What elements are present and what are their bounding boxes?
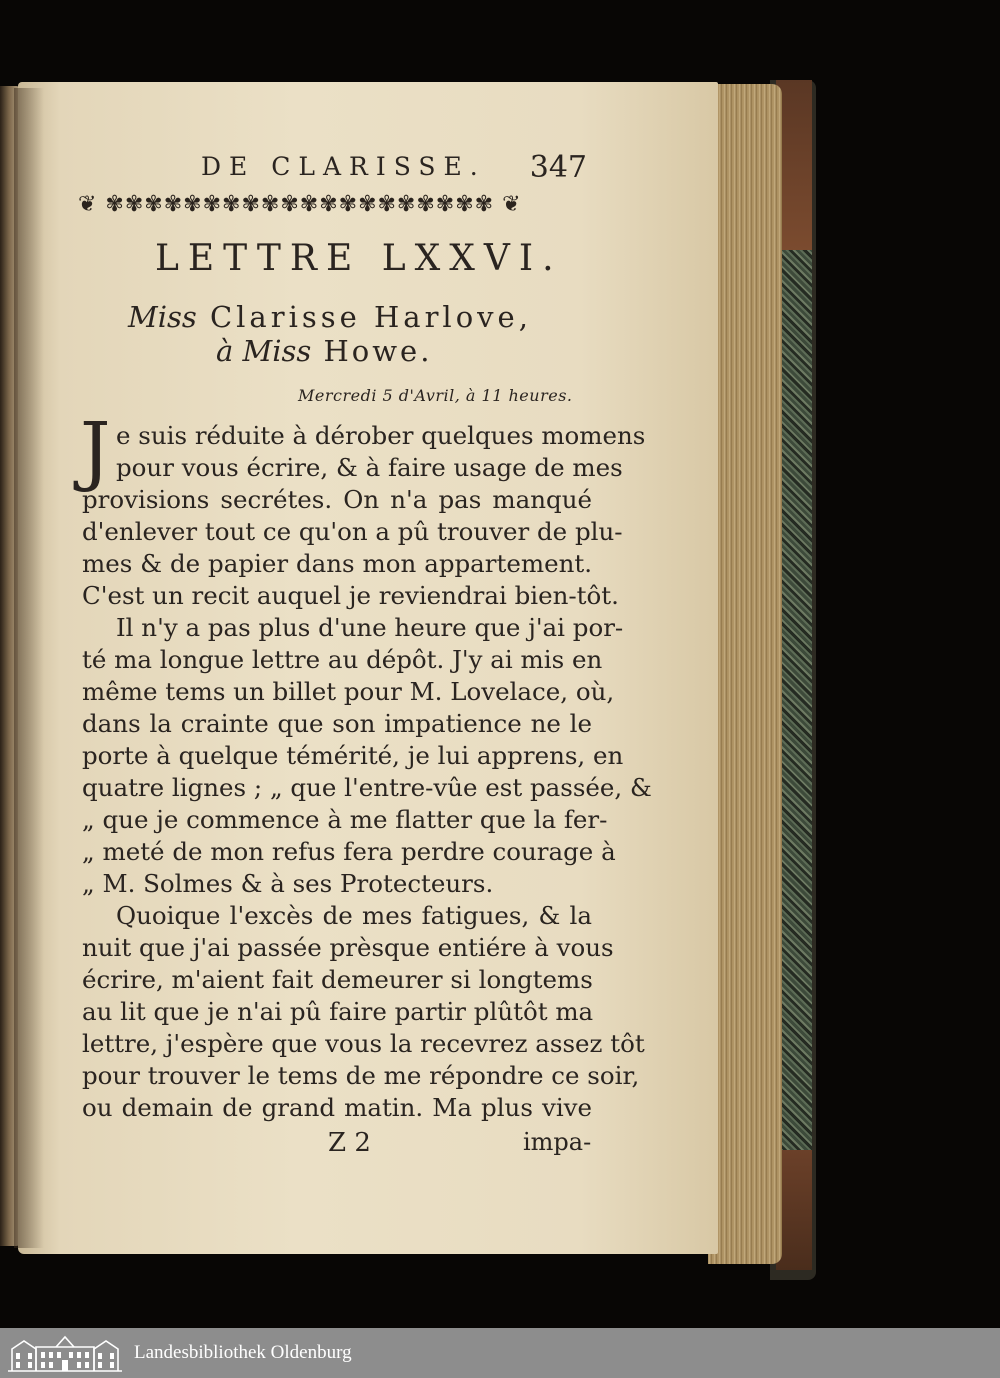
text-line: lettre, j'espère que vous la recevrez assez tôt [82,1029,645,1058]
text-line: nuit que j'ai passée prèsque entiére à vous [82,933,614,962]
text-line: „ M. Solmes & à ses Protecteurs. [82,869,494,898]
text-line: pour trouver le tems de me répondre ce soir, [82,1061,640,1090]
text-line: Quoique l'excès de mes fatigues, & la [116,901,592,930]
page-block-edge [708,84,782,1264]
letter-heading: LETTRE LXXVI. [155,238,563,279]
text-line: ou demain de grand matin. Ma plus vive [82,1093,592,1122]
text-line: Il n'y a pas plus d'une heure que j'ai por- [116,613,624,642]
text-line: écrire, m'aient fait demeurer si longtems [82,965,593,994]
drop-cap: J [80,405,111,494]
text-line: té ma longue lettre au dépôt. J'y ai mis en [82,645,603,674]
text-line: au lit que je n'ai pû faire partir plûtôt ma [82,997,594,1026]
text-line: dans la crainte que son impatience ne le [82,709,592,738]
address-line-1-text: Clarisse Harlove, [209,300,532,334]
footer-bar [0,1328,1000,1378]
running-head [195,150,595,190]
text-line: quatre lignes ; „ que l'entre-vûe est passée, & [82,773,652,802]
dateline: Mercredi 5 d'Avril, à 11 heures. [298,386,573,405]
library-name: Landesbibliothek Oldenburg [134,1342,352,1363]
ornament-band: ❦ ✾✾✾✾✾✾✾✾✾✾✾✾✾✾✾✾✾✾✾✾ ❦ [78,192,522,217]
catchword: impa- [523,1128,592,1156]
text-line: „ que je commence à me flatter que la fer- [82,805,608,834]
page-number: 347 [529,150,587,185]
text-line: C'est un recit auquel je reviendrai bien-tôt. [82,581,619,610]
text-line: pour vous écrire, & à faire usage de mes [116,453,623,482]
address-line-1-italic: Miss [128,300,197,334]
address-line-1 [128,300,532,334]
text-line: „ meté de mon refus fera perdre courage à [82,837,616,866]
running-title: DE CLARISSE. [201,152,486,181]
address-line-2-text: Howe. [323,334,433,368]
text-line: même tems un billet pour M. Lovelace, où, [82,677,615,706]
text-line: e suis réduite à dérober quelques momens [116,421,646,450]
gutter-shadow [14,88,44,1248]
text-line: d'enlever tout ce qu'on a pû trouver de plu- [82,517,623,546]
text-line: provisions secrétes. On n'a pas manqué [82,485,592,514]
signature-mark: Z 2 [328,1128,371,1158]
text-line: porte à quelque témérité, je lui apprens, en [82,741,624,770]
address-line-2-italic: à Miss [216,334,312,368]
text-line: mes & de papier dans mon appartement. [82,549,592,578]
library-building-icon [6,1333,124,1373]
address-line-2 [216,334,432,368]
